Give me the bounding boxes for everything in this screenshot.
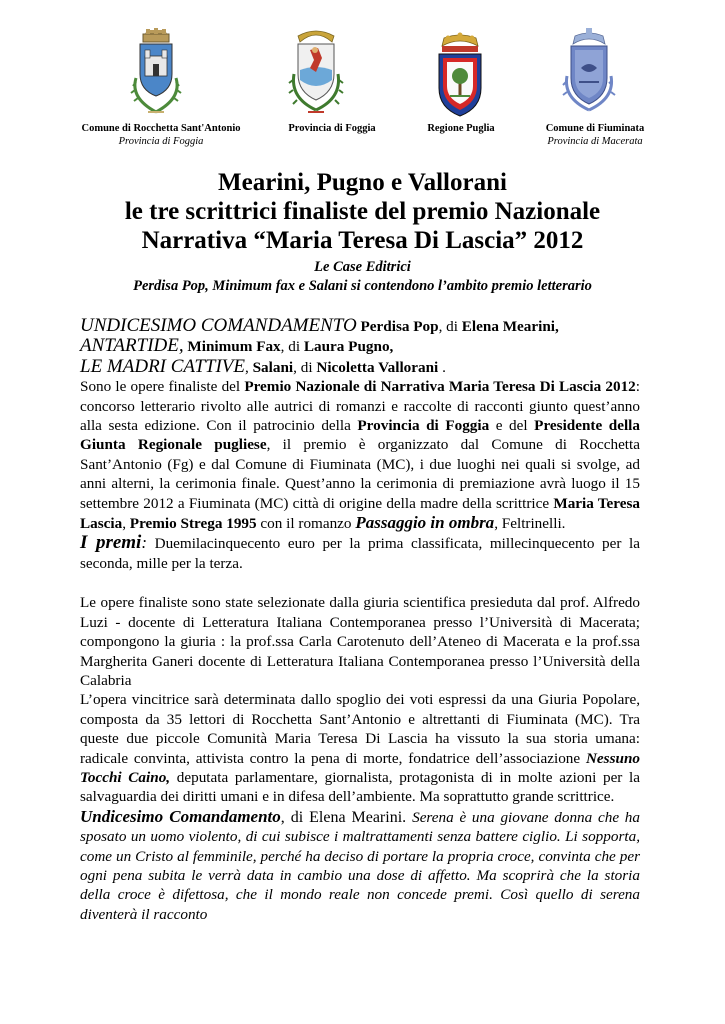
- author: Nicoletta Vallorani: [316, 358, 439, 376]
- award-name: Premio Strega 1995: [129, 515, 257, 533]
- synopsis-text: Serena è una giovane donna che ha sposato un uomo violento, di cui subisce i maltrattamenti senza battere ciglio. Li sopporta, come un Cristo al femminile, perché ha deciso di portare la propria croce, convinta che per ogni pena subita le verrà data in cambio una dose di affetto. Ma scoprirà che la storia della croce è difettosa, che il mondo reale non concede premi. Così quello di serena diventerà il racconto: [80, 808, 640, 923]
- association-name: Nessuno Tocchi Caino,: [80, 749, 640, 786]
- text: , di Elena Mearini.: [280, 808, 413, 826]
- paragraph-intro: [80, 377, 640, 533]
- caption-title: Comune di Fiuminata: [545, 123, 645, 134]
- text: e del: [489, 417, 535, 435]
- president-name: Presidente della Giunta Regionale pugliese: [80, 417, 640, 454]
- foggia-coat-of-arms-icon: [286, 28, 346, 120]
- text: Sono le opere finaliste del: [80, 378, 245, 396]
- subtitle-line-2: Perdisa Pop, Minimum fax e Salani si contendono l’ambito premio letterario: [133, 278, 592, 294]
- writer-name: Maria Teresa Lascia: [80, 494, 640, 533]
- caption-subtitle: Provincia di Foggia: [118, 136, 204, 147]
- book-title: Undicesimo Comandamento: [80, 806, 281, 826]
- text: , il premio è organizzato dal Comune di Rocchetta Sant’Antonio (Fg) e dal Comune di Fiuminata (MC), i due luoghi nei quali si svolge, ad anni alterni, la cerimonia finale. Quest’anno la cerimonia di premiazione avrà luogo il 15 settembre 2012 a Fiuminata (MC) città di origine della madre della scrittrice: [80, 436, 640, 512]
- text: , Feltrinelli.: [494, 515, 566, 533]
- caption-fiuminata: [520, 122, 670, 148]
- finalist-line: [80, 316, 640, 336]
- prizes-label: I premi: [80, 532, 142, 554]
- province-name: Provincia di Foggia: [357, 417, 490, 435]
- text: ,: [122, 515, 130, 533]
- fiuminata-coat-of-arms-icon: [561, 28, 617, 120]
- title-line-3: Narrativa “Maria Teresa Di Lascia” 2012: [141, 227, 584, 254]
- article-body: [80, 316, 640, 924]
- book-title: LE MADRI CATTIVE: [80, 355, 246, 377]
- caption-title: Comune di Rocchetta Sant'Antonio: [81, 123, 241, 134]
- prizes-colon: :: [141, 533, 147, 553]
- puglia-coat-of-arms-icon: [433, 28, 487, 120]
- caption-foggia: [272, 122, 392, 135]
- logo-row: [0, 28, 725, 123]
- publisher: Salani: [252, 358, 294, 376]
- paragraph-vote: [80, 690, 640, 806]
- paragraph-synopsis: [80, 807, 640, 924]
- book-title: UNDICESIMO COMANDAMENTO: [80, 315, 357, 336]
- prizes-text: Duemilacinquecento euro per la prima classificata, millecinquecento per la seconda, mille per la terza.: [80, 535, 640, 572]
- caption-title: Regione Puglia: [427, 123, 495, 134]
- paragraph-jury: Le opere finaliste sono state selezionate dalla giuria scientifica presieduta dal prof. Alfredo Luzi - docente di Letteratura Italiana Contemporanea presso l’Università di Macerata; compongono la giuria : la prof.ssa Carla Carotenuto dell’Ateneo di Macerata e la prof.ssa Margherita Ganeri docente di Letteratura Italiana Contemporanea presso l’Università della Calabria: [80, 594, 640, 689]
- finalist-line: [80, 336, 640, 356]
- caption-puglia: [406, 122, 516, 135]
- author: Laura Pugno,: [303, 338, 394, 356]
- finalist-line: LE MADRI CATTIVE, Salani, di Nicoletta Vallorani .: [80, 355, 446, 377]
- separator: , di: [438, 318, 462, 335]
- text: con il romanzo: [256, 515, 356, 533]
- separator: , di: [293, 358, 317, 376]
- title-line-2: le tre scrittrici finaliste del premio Nazionale: [124, 198, 601, 225]
- text: : concorso letterario rivolto alle autrici di romanzi e raccolte di racconti giunto quest’anno alla sesta edizione. Con il patrocinio della: [80, 378, 640, 435]
- publisher: Perdisa Pop: [360, 318, 439, 335]
- paragraph-prizes: [80, 533, 640, 573]
- page-subtitle: [0, 258, 725, 296]
- novel-title: Passaggio in ombra: [355, 513, 495, 533]
- publisher: Minimum Fax: [187, 338, 281, 356]
- page-title: [0, 168, 725, 255]
- separator: , di: [280, 338, 304, 356]
- title-line-1: Mearini, Pugno e Vallorani: [218, 169, 507, 196]
- prize-name: Premio Nazionale di Narrativa Maria Teresa Di Lascia 2012: [244, 378, 636, 396]
- text: deputata parlamentare, giornalista, protagonista di in molte azioni per la salvaguardia dei diritti umani e in difesa dell’ambiente. Ma soprattutto grande scrittrice.: [80, 768, 640, 806]
- rocchetta-coat-of-arms-icon: [128, 28, 184, 120]
- caption-rocchetta: [56, 122, 266, 148]
- caption-subtitle: Provincia di Macerata: [547, 136, 643, 147]
- book-title: ANTARTIDE,: [80, 335, 184, 357]
- subtitle-line-1: Le Case Editrici: [314, 259, 411, 275]
- spacer: [80, 573, 640, 593]
- author: Elena Mearini,: [461, 318, 559, 335]
- text: L’opera vincitrice sarà determinata dallo spoglio dei voti espressi da una Giuria Popolare, composta da 35 lettori di Rocchetta Sant’Antonio e altrettanti di Fiuminata (MC). Tra queste due piccole Comunità Maria Teresa Di Lascia ha vissuto la sua storia umana: radicale convinta, attivista contro la pena di morte, fondatrice dell’associazione: [80, 691, 640, 767]
- caption-title: Provincia di Foggia: [288, 123, 376, 134]
